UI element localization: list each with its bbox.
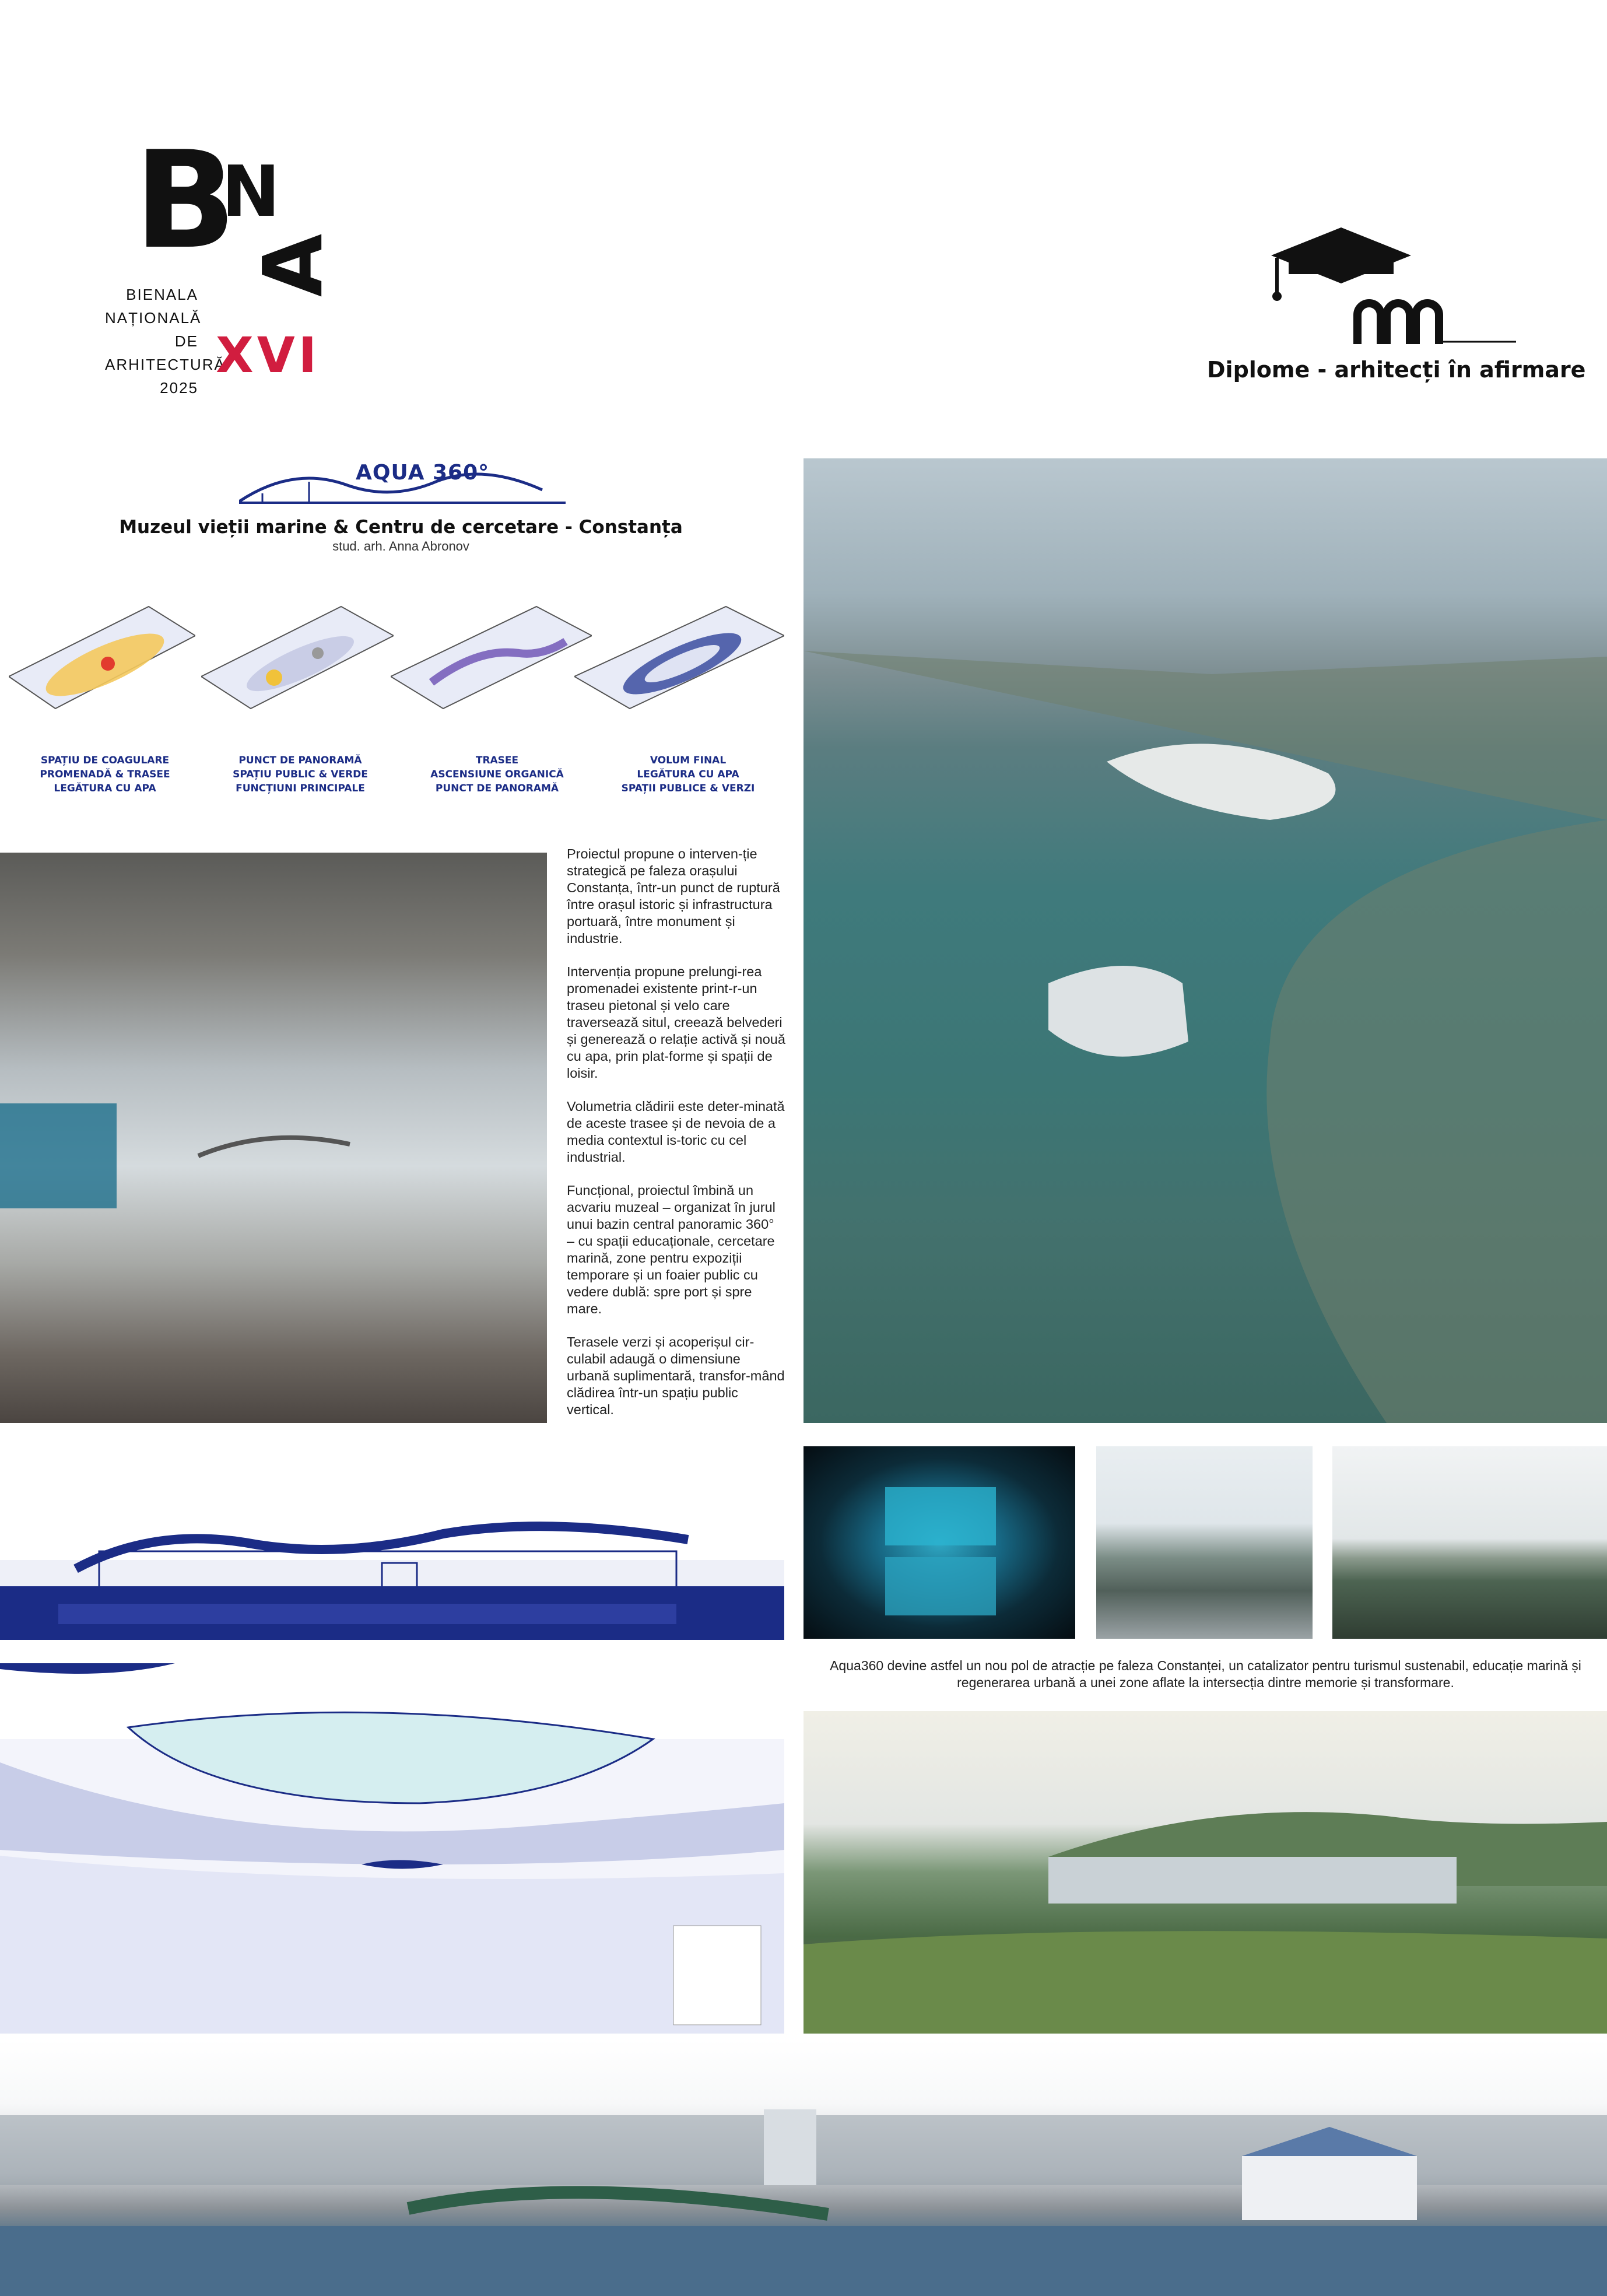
description-paragraph-5: Terasele verzi și acoperișul cir-culabil adaugă o dimensiune urbană suplimentară, transfor-mând clădirea într-un spațiu public vertical. (567, 1334, 785, 1417)
aqua360-title: AQUA 360° (356, 461, 490, 485)
description-text (567, 846, 785, 1435)
diagram-2 (201, 595, 394, 711)
diagram-4 (574, 595, 784, 711)
bna-line-4: ARHITECTURĂ (105, 356, 226, 373)
graduation-cap-icon (1201, 227, 1528, 344)
site-plan-drawing (0, 1657, 784, 2034)
aqua360-logo (239, 461, 566, 507)
city-panorama (0, 2039, 1607, 2296)
project-title: Muzeul vieții marine & Centru de cercetare - Constanța (119, 517, 683, 538)
bna-logo (105, 123, 350, 408)
conclusion-text: Aqua360 devine astfel un nou pol de atracție pe faleza Constanței, un catalizator pentru turismul sustenabil, educație marină și regenerarea urbană a unei zone aflate la intersecția dintre memorie și transformare. (830, 1658, 1581, 1690)
diagram-1 (9, 595, 195, 711)
bna-line-1: BIENALA (126, 286, 198, 303)
exterior-render-green-roof (1332, 1446, 1607, 1639)
bna-letter-b: B (134, 123, 237, 279)
bna-letter-a: A (246, 233, 342, 297)
description-paragraph-3: Volumetria clădirii este deter-minată de aceste trasee și de nevoia de a media contextul is-toric cu cel industrial. (567, 1099, 785, 1165)
description-paragraph-4: Funcțional, proiectul îmbină un acvariu muzeal – organizat în jurul unui bazin central panoramic 360° – cu spații educaționale, cercetare marină, zone pentru expoziții temporare și un foaier public cu vedere dublă: spre port și spre mare. (567, 1183, 776, 1316)
bna-edition: XVI (216, 327, 321, 384)
interior-render (0, 853, 547, 1423)
bna-line-3: DE (174, 332, 198, 350)
bna-line-5: 2025 (160, 379, 198, 397)
diagram-3-caption: TRASEE ASCENSIUNE ORGANICĂ PUNCT DE PANORAMĂ (430, 755, 564, 794)
cross-section-drawing (0, 1505, 784, 1640)
description-paragraph-2: Intervenția propune prelungi-rea promenadei existente print-r-un traseu pietonal și velo care traversează situl, creează belvederi și generează o relație activă și nouă cu apa, prin plat-forme și spații de loisir. (567, 964, 785, 1081)
aquarium-render (804, 1446, 1075, 1639)
aerial-photo (804, 458, 1607, 1423)
diagram-2-caption: PUNCT DE PANORAMĂ SPAȚIU PUBLIC & VERDE FUNCȚIUNI PRINCIPALE (233, 755, 368, 794)
diploma-title: Diplome - arhitecți în afirmare (1207, 357, 1586, 383)
diploma-logo (1201, 227, 1586, 391)
bna-line-2: NAȚIONALĂ (105, 309, 202, 327)
diagram-4-caption: VOLUM FINAL LEGĂTURA CU APA SPAȚII PUBLICE & VERZI (621, 755, 755, 794)
bna-letter-n: N (222, 152, 280, 233)
project-author: stud. arh. Anna Abronov (332, 539, 469, 553)
description-paragraph-1: Proiectul propune o interven-ție strategică pe faleza orașului Constanța, într-un punct de ruptură între orașul istoric și infrastructura portuară, între monument și industrie. (567, 846, 780, 946)
exterior-render-waterfront (1096, 1446, 1313, 1639)
diagram-3 (391, 595, 592, 711)
diagram-1-caption: SPAȚIU DE COAGULARE PROMENADĂ & TRASEE LEGĂTURA CU APA (40, 755, 170, 794)
landscape-render (804, 1711, 1607, 2034)
